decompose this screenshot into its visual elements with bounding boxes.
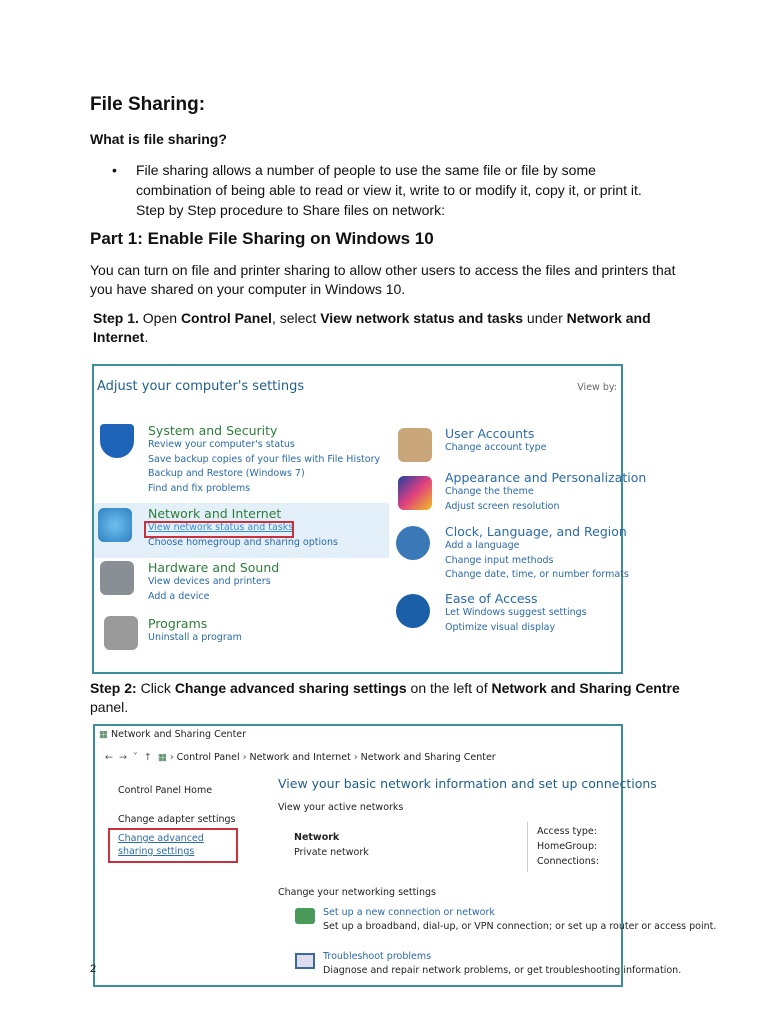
text: under [523, 310, 567, 326]
active-networks-label: View your active networks [278, 802, 404, 813]
category-title[interactable]: Ease of Access [445, 591, 538, 606]
text: , select [271, 310, 321, 326]
network-globe-icon [98, 508, 132, 542]
bullet-text: File sharing allows a number of people to use the same file or file by some combination of being able to read or view it, write to or modify it, copy it, or print it. Step by Step procedure to Share files on network: [136, 162, 642, 218]
change-settings-label: Change your networking settings [278, 887, 436, 898]
link[interactable]: Change input methods [445, 554, 554, 566]
change-adapter-settings-link[interactable]: Change adapter settings [118, 814, 236, 825]
network-properties [537, 824, 599, 869]
new-connection-icon [295, 908, 315, 924]
bold: Control Panel [180, 310, 272, 326]
document-title: File Sharing: [90, 94, 206, 115]
shield-icon [100, 424, 134, 458]
back-icon[interactable]: ← [105, 752, 113, 763]
troubleshoot-icon [295, 953, 315, 969]
cat-clock-language [445, 524, 629, 583]
bullet-item [112, 160, 672, 220]
link[interactable]: Change date, time, or number formats [445, 569, 629, 580]
link[interactable]: Choose homegroup and sharing options [148, 536, 338, 548]
cat-user-accounts [445, 426, 546, 456]
bold: Network and Sharing Centre [491, 680, 680, 696]
control-panel-home-link[interactable]: Control Panel Home [118, 785, 213, 796]
step1-label: Step 1. [93, 310, 139, 326]
homegroup-label: HomeGroup: [537, 841, 598, 852]
troubleshoot-item [323, 951, 681, 976]
view-by[interactable]: View by: [577, 382, 617, 393]
text: on the left of [406, 680, 492, 696]
network-sharing-center-screenshot [93, 724, 717, 987]
link[interactable]: Backup and Restore (Windows 7) [148, 468, 305, 479]
breadcrumb-item[interactable]: Network and Sharing Center [360, 752, 496, 763]
link[interactable]: Let Windows suggest settings [445, 607, 587, 618]
link[interactable]: Add a device [148, 590, 210, 602]
change-advanced-sharing-link[interactable]: Change advanced sharing settings [118, 833, 204, 857]
link[interactable]: Change account type [445, 442, 547, 453]
address-bar: ← → ˅ ↑ ▦ › Control Panel › Network and Internet › Network and Sharing Center [105, 752, 496, 763]
text: Click [136, 680, 175, 696]
clock-globe-icon [396, 526, 430, 560]
step2-paragraph [90, 679, 680, 717]
cat-appearance [445, 470, 646, 514]
category-title[interactable]: System and Security [148, 423, 278, 438]
cat-system-security [148, 423, 380, 496]
text: . [144, 329, 149, 345]
text: Open [138, 310, 181, 326]
appearance-icon [398, 476, 432, 510]
network-icon: ▦ [157, 752, 167, 763]
user-accounts-icon [398, 428, 432, 462]
bold: Network and Internet [93, 310, 651, 345]
link[interactable]: Save backup copies of your files with File History [148, 453, 381, 465]
category-title[interactable]: Programs [148, 616, 208, 631]
setup-connection-item [323, 907, 716, 932]
highlight-box [144, 521, 294, 538]
connections-label: Connections: [537, 856, 599, 867]
page-number: 2 [90, 963, 97, 975]
bold: View network status and tasks [320, 310, 524, 326]
highlight-box [108, 828, 238, 863]
intro-paragraph: You can turn on file and printer sharing to allow other users to access the files and printers that you have shared on your computer in Windows 10. [90, 262, 676, 297]
control-panel-screenshot [92, 364, 647, 674]
link[interactable]: Find and fix problems [148, 482, 251, 494]
bold: Change advanced sharing settings [174, 680, 407, 696]
item-desc: Diagnose and repair network problems, or get troubleshooting information. [323, 965, 682, 976]
cat-ease-of-access [445, 591, 587, 635]
cat-programs [148, 616, 242, 646]
link[interactable]: View devices and printers [148, 576, 271, 587]
printer-icon [100, 561, 134, 595]
setup-connection-link[interactable]: Set up a new connection or network [323, 907, 495, 918]
window-title [99, 729, 246, 740]
network-name: Network [294, 832, 340, 843]
link[interactable]: Adjust screen resolution [445, 500, 560, 512]
nsc-heading: View your basic network information and set up connections [278, 776, 657, 791]
troubleshoot-link[interactable]: Troubleshoot problems [323, 951, 432, 962]
chevron-down-icon[interactable]: ˅ [133, 752, 138, 763]
item-desc: Set up a broadband, dial-up, or VPN connection; or set up a router or access point. [323, 921, 717, 932]
breadcrumb-item[interactable]: Network and Internet [249, 752, 351, 763]
cat-hardware-sound [148, 560, 279, 604]
link[interactable]: Add a language [445, 540, 520, 551]
network-type: Private network [294, 847, 369, 858]
subheading: What is file sharing? [90, 131, 227, 147]
category-title[interactable]: Clock, Language, and Region [445, 524, 627, 539]
category-title[interactable]: Network and Internet [148, 506, 282, 521]
access-type-label: Access type: [537, 826, 597, 837]
category-title[interactable]: Hardware and Sound [148, 560, 280, 575]
link[interactable]: Change the theme [445, 486, 534, 497]
link[interactable]: Uninstall a program [148, 632, 242, 643]
divider [527, 822, 528, 872]
cp-heading: Adjust your computer's settings [97, 379, 305, 394]
category-title[interactable]: User Accounts [445, 426, 535, 441]
link[interactable]: Optimize visual display [445, 621, 556, 633]
programs-icon [104, 616, 138, 650]
category-title[interactable]: Appearance and Personalization [445, 470, 647, 485]
ease-of-access-icon [396, 594, 430, 628]
step1-paragraph [93, 309, 683, 347]
bullet-icon: • [112, 162, 117, 178]
link[interactable]: Review your computer's status [148, 439, 295, 450]
window-title-text: Network and Sharing Center [111, 729, 247, 740]
view-network-status-link[interactable]: View network status and tasks [148, 522, 294, 533]
network-icon: ▦ [99, 729, 108, 740]
text: panel. [90, 699, 129, 715]
breadcrumb-item[interactable]: Control Panel [176, 752, 240, 763]
step2-label: Step 2: [90, 680, 137, 696]
forward-icon[interactable]: → [119, 752, 127, 763]
part1-heading: Part 1: Enable File Sharing on Windows 10 [90, 229, 434, 248]
up-icon[interactable]: ↑ [143, 752, 152, 763]
